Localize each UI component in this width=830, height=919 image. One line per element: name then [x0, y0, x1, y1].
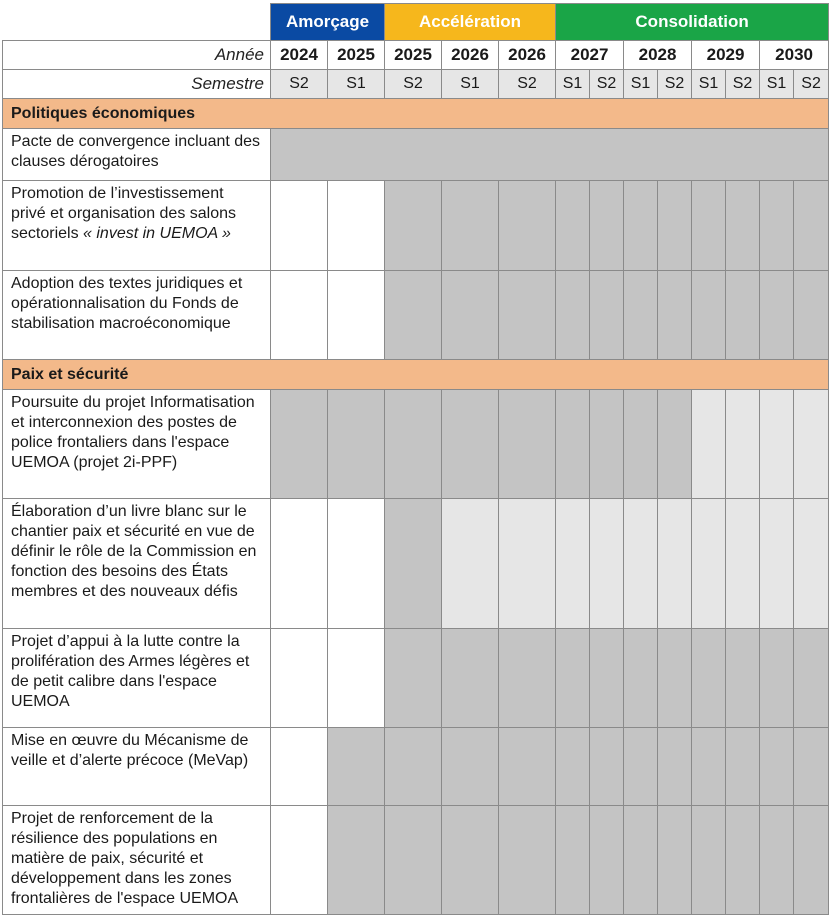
semester-cell: S2 — [658, 70, 692, 99]
timeline-cell — [271, 181, 328, 271]
activity-label: Mise en œuvre du Mécanisme de veille et d’alerte précoce (MeVap) — [3, 728, 271, 806]
timeline-cell — [726, 390, 760, 499]
activity-label — [3, 181, 271, 271]
timeline-cell — [556, 728, 590, 806]
section-row — [3, 99, 829, 129]
activity-text: Promotion de l’investissement privé et organisation des salons sectoriels — [11, 185, 237, 242]
timeline-cell — [794, 181, 829, 271]
timeline-cell — [556, 629, 590, 728]
timeline-cell — [624, 181, 658, 271]
semester-cell: S2 — [794, 70, 829, 99]
timeline-cell — [692, 271, 726, 360]
timeline-cell — [726, 629, 760, 728]
year-cell: 2025 — [385, 41, 442, 70]
timeline-cell — [726, 181, 760, 271]
timeline-cell — [658, 728, 692, 806]
timeline-cell — [658, 390, 692, 499]
timeline-cell — [385, 499, 442, 629]
semester-cell: S1 — [624, 70, 658, 99]
year-cell: 2026 — [442, 41, 499, 70]
timeline-cell — [556, 271, 590, 360]
semester-cell: S2 — [385, 70, 442, 99]
timeline-cell — [692, 181, 726, 271]
timeline-cell — [794, 728, 829, 806]
timeline-cell — [385, 806, 442, 915]
timeline-cell — [271, 728, 328, 806]
timeline-cell — [624, 728, 658, 806]
activity-row — [3, 271, 829, 360]
timeline-cell — [442, 271, 499, 360]
activity-row — [3, 806, 829, 915]
timeline-cell — [271, 806, 328, 915]
timeline-cell — [794, 806, 829, 915]
phase-amorcage: Amorçage — [271, 4, 385, 41]
semester-cell: S2 — [590, 70, 624, 99]
timeline-cell — [760, 629, 794, 728]
timeline-cell — [692, 499, 726, 629]
timeline-cell — [658, 271, 692, 360]
timeline-cell — [499, 271, 556, 360]
timeline-cell — [271, 271, 328, 360]
activity-row — [3, 129, 829, 181]
phase-acceleration: Accélération — [385, 4, 556, 41]
year-cell: 2026 — [499, 41, 556, 70]
year-cell: 2027 — [556, 41, 624, 70]
activity-label: Élaboration d’un livre blanc sur le chantier paix et sécurité en vue de définir le rôle de la Commission en fonction des besoins des États membres et des nouveaux défis — [3, 499, 271, 629]
timeline-cell — [499, 181, 556, 271]
timeline-cell — [328, 271, 385, 360]
activity-label: Poursuite du projet Informatisation et interconnexion des postes de police frontaliers dans l'espace UEMOA (projet 2i-PPF) — [3, 390, 271, 499]
timeline-cell — [385, 629, 442, 728]
activity-row — [3, 728, 829, 806]
timeline-cell — [556, 806, 590, 915]
year-cell: 2030 — [760, 41, 829, 70]
timeline-cell — [442, 499, 499, 629]
activity-label: Adoption des textes juridiques et opérationnalisation du Fonds de stabilisation macroéconomique — [3, 271, 271, 360]
timeline-cell — [794, 499, 829, 629]
semester-cell: S1 — [692, 70, 726, 99]
timeline-cell — [590, 728, 624, 806]
year-cell: 2024 — [271, 41, 328, 70]
activity-row — [3, 499, 829, 629]
activity-row — [3, 629, 829, 728]
section-title: Politiques économiques — [3, 99, 829, 129]
semester-label: Semestre — [3, 70, 271, 99]
timeline-cell — [442, 181, 499, 271]
activity-label: Projet de renforcement de la résilience des populations en matière de paix, sécurité et développement dans les zones frontalières de l'espace UEMOA — [3, 806, 271, 915]
activity-row — [3, 390, 829, 499]
timeline-cell — [590, 629, 624, 728]
timeline-cell — [499, 390, 556, 499]
semester-cell: S1 — [442, 70, 499, 99]
timeline-cell — [692, 806, 726, 915]
timeline-cell — [271, 629, 328, 728]
semester-cell: S2 — [499, 70, 556, 99]
timeline-cell — [692, 629, 726, 728]
timeline-cell — [590, 271, 624, 360]
timeline-cell — [590, 181, 624, 271]
corner-blank — [3, 4, 271, 41]
semester-cell: S2 — [726, 70, 760, 99]
timeline-cell — [556, 390, 590, 499]
timeline-cell — [726, 806, 760, 915]
phase-consolidation: Consolidation — [556, 4, 829, 41]
timeline-cell — [271, 390, 328, 499]
semester-cell: S1 — [328, 70, 385, 99]
roadmap-table — [2, 3, 829, 915]
timeline-cell — [658, 806, 692, 915]
year-cell: 2025 — [328, 41, 385, 70]
year-label: Année — [3, 41, 271, 70]
year-cell: 2028 — [624, 41, 692, 70]
timeline-cell — [692, 728, 726, 806]
semester-cell: S1 — [556, 70, 590, 99]
timeline-cell — [624, 390, 658, 499]
timeline-cell — [760, 499, 794, 629]
timeline-cell — [442, 806, 499, 915]
timeline-cell — [385, 181, 442, 271]
timeline-cell — [624, 806, 658, 915]
timeline-cell — [328, 390, 385, 499]
timeline-cell — [624, 499, 658, 629]
activity-emphasis: « invest in UEMOA » — [83, 225, 231, 242]
timeline-cell — [726, 499, 760, 629]
timeline-cell — [499, 728, 556, 806]
timeline-cell — [692, 390, 726, 499]
semester-cell: S2 — [271, 70, 328, 99]
timeline-cell — [499, 629, 556, 728]
timeline-cell — [328, 181, 385, 271]
activity-label: Projet d’appui à la lutte contre la prolifération des Armes légères et de petit calibre dans l'espace UEMOA — [3, 629, 271, 728]
timeline-cell — [590, 806, 624, 915]
phase-header-row — [3, 4, 829, 41]
timeline-cell — [385, 271, 442, 360]
section-row — [3, 360, 829, 390]
timeline-cell — [556, 499, 590, 629]
timeline-cell — [385, 390, 442, 499]
timeline-cell — [760, 271, 794, 360]
timeline-cell — [556, 181, 590, 271]
activity-row — [3, 181, 829, 271]
timeline-cell — [442, 629, 499, 728]
section-title: Paix et sécurité — [3, 360, 829, 390]
timeline-cell — [760, 728, 794, 806]
year-cell: 2029 — [692, 41, 760, 70]
timeline-cell — [499, 499, 556, 629]
timeline-cell — [760, 181, 794, 271]
timeline-cell — [658, 499, 692, 629]
timeline-cell — [760, 806, 794, 915]
timeline-span-cell — [271, 129, 829, 181]
timeline-cell — [726, 728, 760, 806]
year-header-row — [3, 41, 829, 70]
timeline-cell — [499, 806, 556, 915]
timeline-cell — [271, 499, 328, 629]
timeline-cell — [328, 629, 385, 728]
timeline-cell — [328, 806, 385, 915]
timeline-cell — [658, 629, 692, 728]
timeline-cell — [624, 271, 658, 360]
timeline-cell — [726, 271, 760, 360]
timeline-cell — [385, 728, 442, 806]
timeline-cell — [760, 390, 794, 499]
semester-cell: S1 — [760, 70, 794, 99]
timeline-cell — [328, 728, 385, 806]
timeline-cell — [794, 629, 829, 728]
timeline-cell — [590, 499, 624, 629]
timeline-cell — [590, 390, 624, 499]
timeline-cell — [794, 271, 829, 360]
semester-header-row — [3, 70, 829, 99]
timeline-cell — [442, 390, 499, 499]
timeline-cell — [794, 390, 829, 499]
timeline-cell — [442, 728, 499, 806]
timeline-cell — [658, 181, 692, 271]
activity-label: Pacte de convergence incluant des clauses dérogatoires — [3, 129, 271, 181]
timeline-cell — [624, 629, 658, 728]
timeline-cell — [328, 499, 385, 629]
